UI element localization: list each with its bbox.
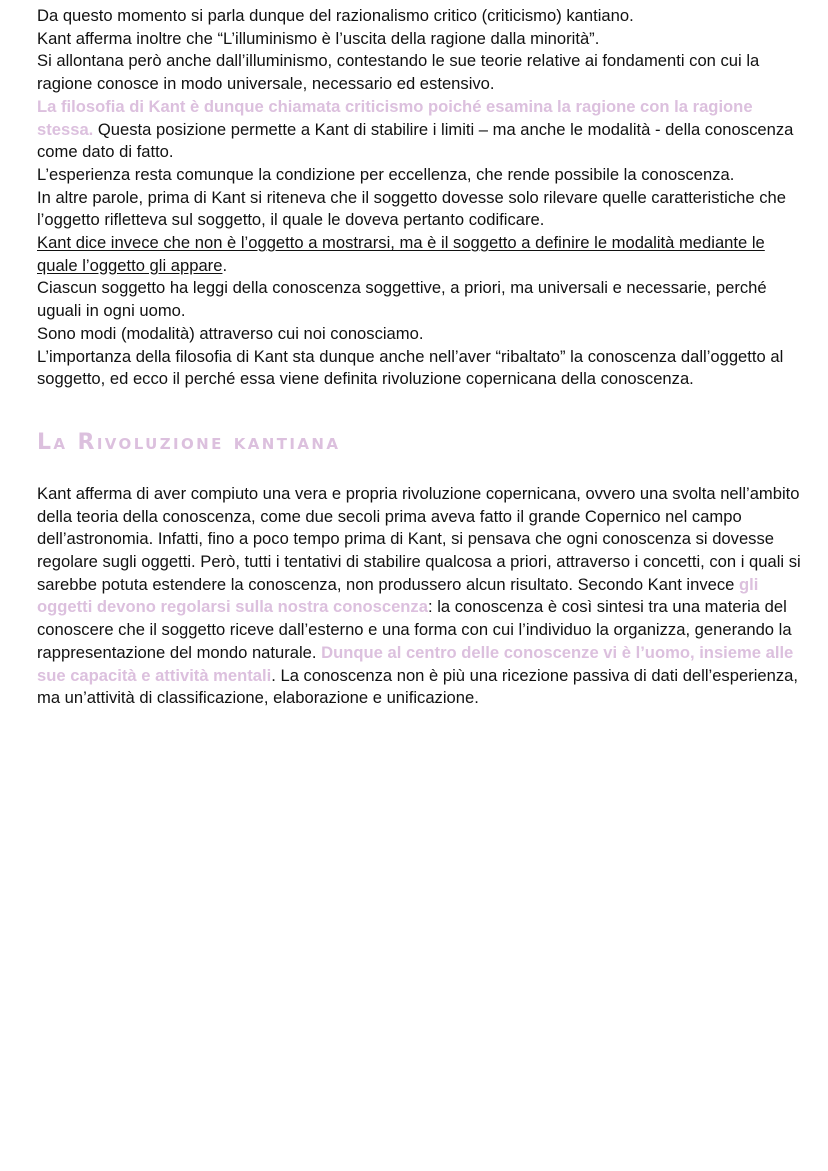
paragraph: L’importanza della filosofia di Kant sta dunque anche nell’aver “ribaltato” la conoscenza dall’oggetto al soggetto, ed ecco il perché essa viene definita rivoluzione copernicana della conoscenza. <box>37 346 784 389</box>
paragraph-text: : la conoscenza è così sintesi tra una materia del conoscere che il soggetto riceve dall’esterno e una forma con cui l’individuo la organizza, generando la rappresentazione del mondo naturale. <box>37 597 792 662</box>
paragraph: In altre parole, prima di Kant si riteneva che il soggetto dovesse solo rilevare quelle caratteristiche che l’oggetto rifletteva sul soggetto, il quale le doveva pertanto codificare. <box>37 187 786 230</box>
intro-section <box>37 5 807 391</box>
paragraph: Kant afferma inoltre che “L’illuminismo è l’uscita della ragione dalla minorità”. <box>37 28 600 48</box>
paragraph: Sono modi (modalità) attraverso cui noi conosciamo. <box>37 323 424 343</box>
paragraph: Si allontana però anche dall’illuminismo, contestando le sue teorie relative ai fondamenti con cui la ragione conosce in modo universale, necessario ed estensivo. <box>37 51 760 94</box>
paragraph: Da questo momento si parla dunque del razionalismo critico (criticismo) kantiano. <box>37 6 634 25</box>
highlighted-text: gli oggetti devono regolarsi sulla nostra conoscenza <box>37 574 759 617</box>
paragraph-text: Questa posizione permette a Kant di stabilire i limiti – ma anche le modalità - della conoscenza come dato di fatto. <box>37 119 794 162</box>
paragraph-text: Kant afferma di aver compiuto una vera e propria rivoluzione copernicana, ovvero una svolta nell’ambito della teoria della conoscenza, come due secoli prima aveva fatto il grande Copernico nel campo dell’astronomia. Infatti, fino a poco tempo prima di Kant, si pensava che ogni conoscenza si dovesse regolare sugli oggetti. Però, tutti i tentativi di stabilire qualcosa a priori, attraverso i concetti, con i quali si sarebbe potuta estendere la conoscenza, non produssero alcun risultato. Secondo Kant invece <box>37 483 801 594</box>
document-page <box>37 0 807 710</box>
paragraph-text: . La conoscenza non è più una ricezione passiva di dati dell’esperienza, ma un’attività di classificazione, elaborazione e unificazione. <box>37 665 798 708</box>
section-heading: La Rivoluzione kantiana <box>37 429 341 455</box>
paragraph-text: . <box>222 255 228 275</box>
highlighted-text: Dunque al centro delle conoscenze vi è l’uomo, insieme alle sue capacità e attività mentali <box>37 642 794 685</box>
paragraph <box>37 96 807 164</box>
paragraph <box>37 483 807 710</box>
section-body <box>37 483 807 710</box>
highlighted-text: La filosofia di Kant è dunque chiamata criticismo poiché esamina la ragione con la ragione stessa. <box>37 96 753 139</box>
paragraph: L’esperienza resta comunque la condizione per eccellenza, che rende possibile la conoscenza. <box>37 164 735 184</box>
paragraph <box>37 232 807 277</box>
paragraph: Ciascun soggetto ha leggi della conoscenza soggettive, a priori, ma universali e necessarie, perché uguali in ogni uomo. <box>37 278 767 321</box>
underlined-text: Kant dice invece che non è l’oggetto a mostrarsi, ma è il soggetto a definire le modalità mediante le quale l’oggetto gli appare <box>37 233 765 275</box>
